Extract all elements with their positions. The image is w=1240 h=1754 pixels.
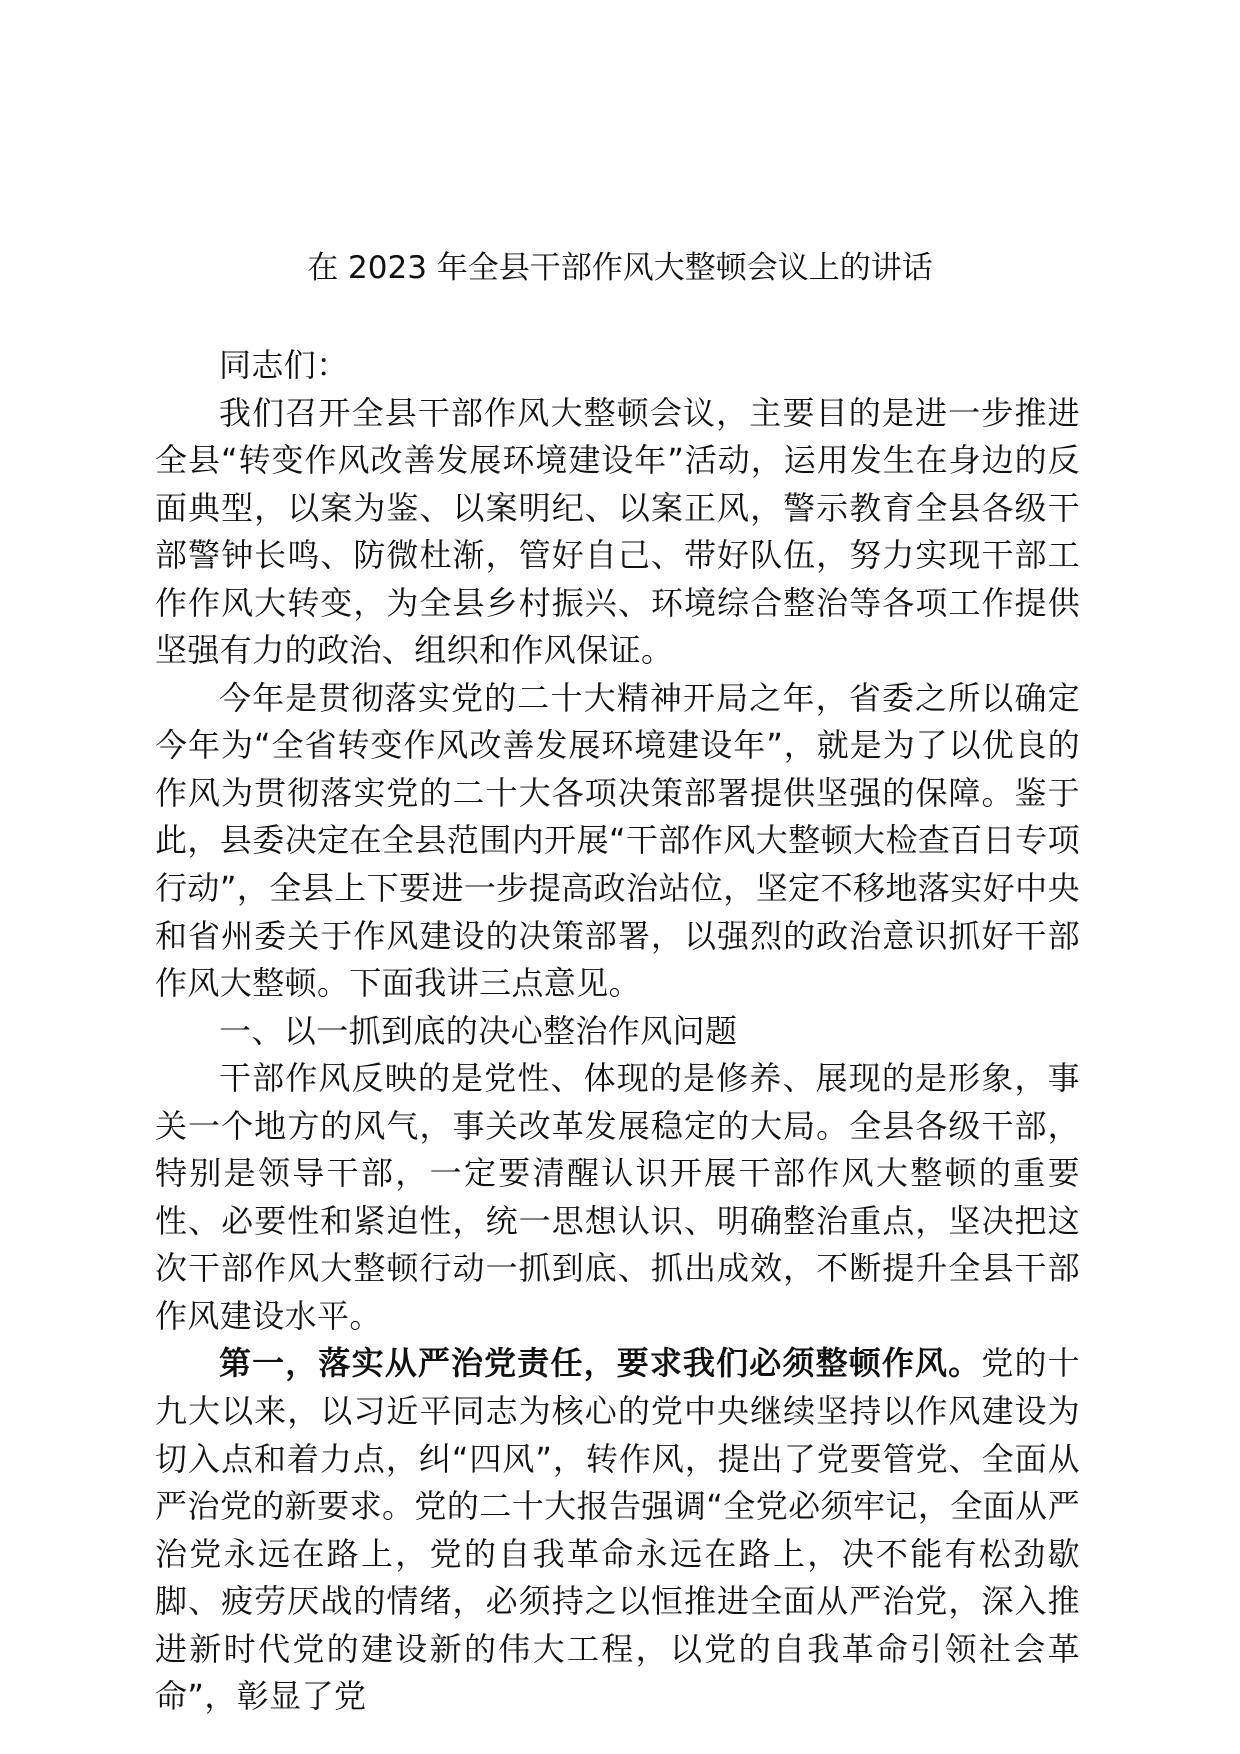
salutation: 同志们： <box>219 346 349 384</box>
point-one-paragraph <box>155 1340 1080 1720</box>
document-body <box>155 342 1080 1721</box>
section-paragraph: 干部作风反映的是党性、体现的是修养、展现的是形象，事关一个地方的风气，事关改革发展稳定的大局。全县各级干部，特别是领导干部，一定要清醒认识开展干部作风大整顿的重要性、必要性和紧迫性，统一思想认识、明确整治重点，坚决把这次干部作风大整顿行动一抓到底、抓出成效，不断提升全县干部作风建设水平。 <box>155 1059 1080 1335</box>
point-one-text: 党的十九大以来，以习近平同志为核心的党中央继续坚持以作风建设为切入点和着力点，纠“四风”，转作风，提出了党要管党、全面从严治党的新要求。党的二十大报告强调“全党必须牢记，全面从严治党永远在路上，党的自我革命永远在路上，决不能有松劲歇脚、疲劳厌战的情绪，必须持之以恒推进全面从严治党，深入推进新时代党的建设新的伟大工程，以党的自我革命引领社会革命”，彰显了党 <box>155 1344 1081 1716</box>
paragraph-background: 今年是贯彻落实党的二十大精神开局之年，省委之所以确定今年为“全省转变作风改善发展环境建设年”，就是为了以优良的作风为贯彻落实党的二十大各项决策部署提供坚强的保障。鉴于此，县委决定在全县范围内开展“干部作风大整顿大检查百日专项行动”，全县上下要进一步提高政治站位，坚定不移地落实好中央和省州委关于作风建设的决策部署，以强烈的政治意识抓好干部作风大整顿。下面我讲三点意见。 <box>155 678 1080 1003</box>
paragraph-purpose: 我们召开全县干部作风大整顿会议，主要目的是进一步推进全县“转变作风改善发展环境建设年”活动，运用发生在身边的反面典型，以案为鉴、以案明纪、以案正风，警示教育全县各级干部警钟长鸣、防微杜渐，管好自己、带好队伍，努力实现干部工作作风大转变，为全县乡村振兴、环境综合整治等各项工作提供坚强有力的政治、组织和作风保证。 <box>155 393 1080 670</box>
point-one-lead: 第一，落实从严治党责任，要求我们必须整顿作风。 <box>219 1344 982 1383</box>
document-title: 在 2023 年全县干部作风大整顿会议上的讲话 <box>307 250 933 286</box>
section-heading: 一、以一抓到底的决心整治作风问题 <box>219 1011 738 1050</box>
